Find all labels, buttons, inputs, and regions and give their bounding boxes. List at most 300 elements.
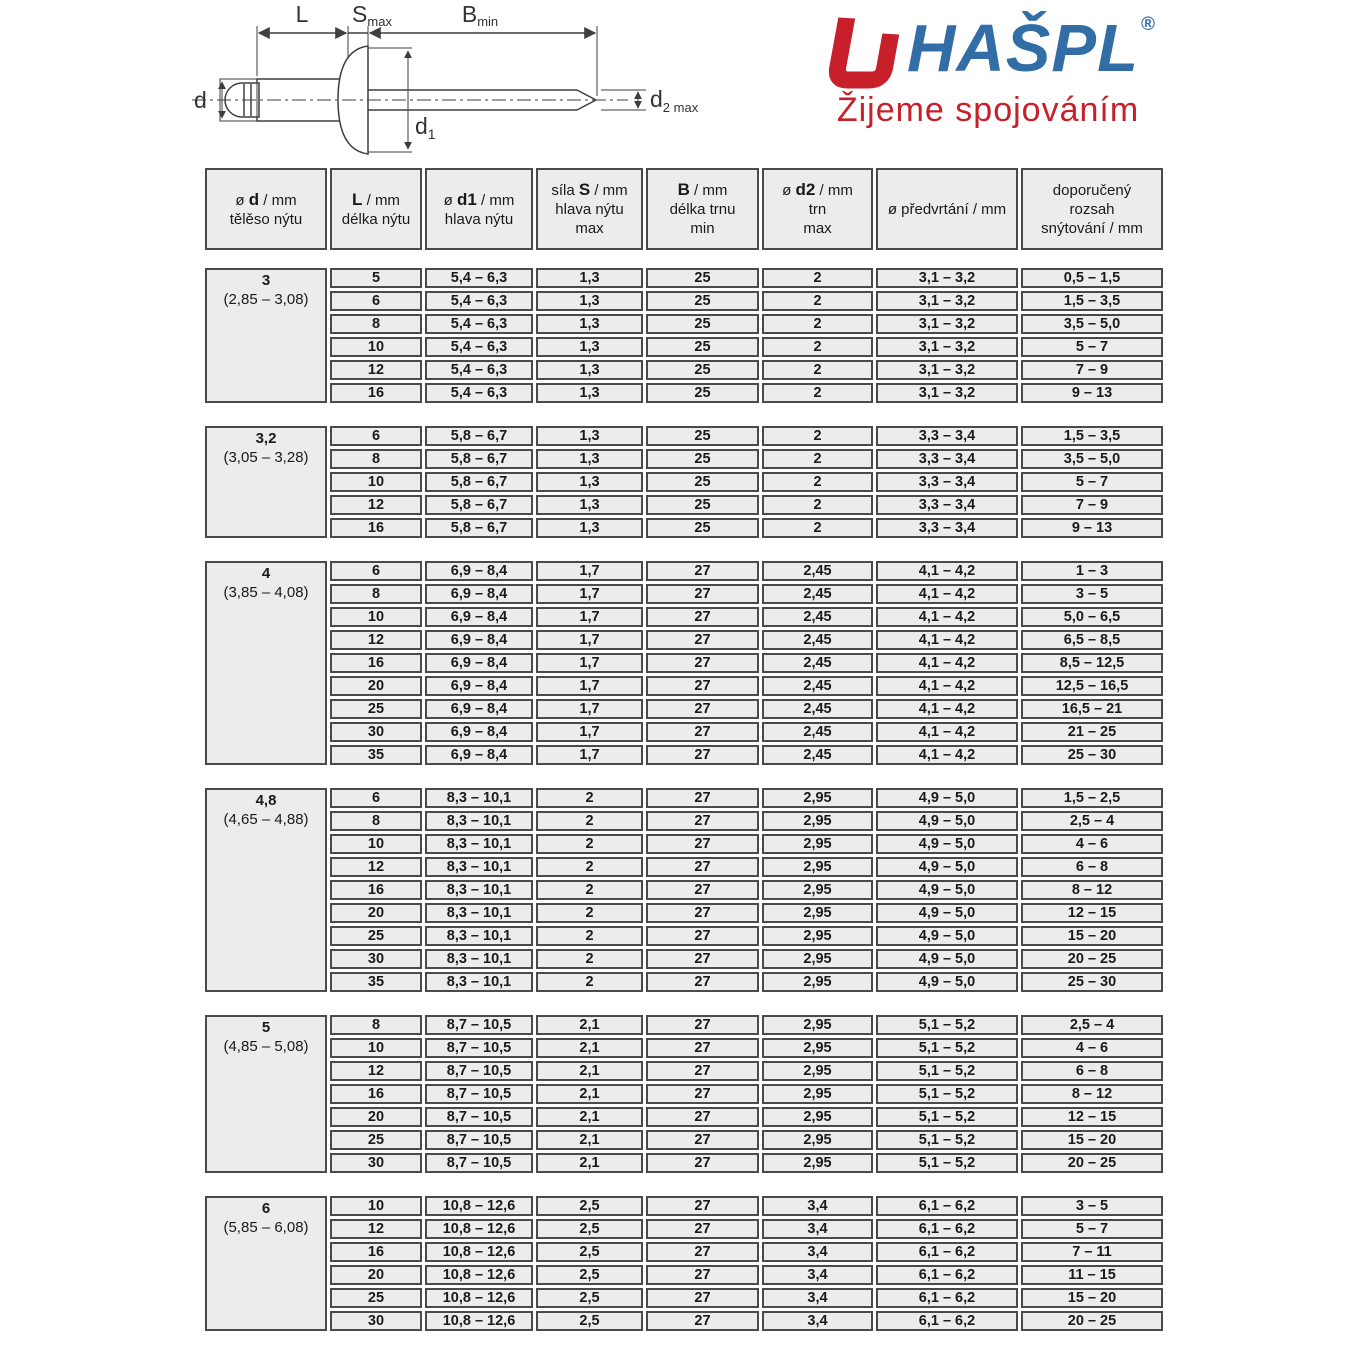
- table-cell: 27: [646, 1153, 759, 1173]
- table-cell: 5,4 – 6,3: [425, 383, 533, 403]
- table-cell: 4,9 – 5,0: [876, 811, 1018, 831]
- table-cell: 2,1: [536, 1084, 643, 1104]
- table-cell: 8,3 – 10,1: [425, 834, 533, 854]
- table-cell: 7 – 9: [1021, 495, 1163, 515]
- table-cell: 4,1 – 4,2: [876, 607, 1018, 627]
- column-header: síla S / mm hlava nýtu max: [536, 168, 643, 250]
- table-cell: 3,3 – 3,4: [876, 449, 1018, 469]
- table-cell: 3,4: [762, 1265, 873, 1285]
- table-cell: 2,1: [536, 1038, 643, 1058]
- table-cell: 2,95: [762, 857, 873, 877]
- table-cell: 10: [330, 472, 422, 492]
- logo-brand-row: [821, 12, 1155, 90]
- table-cell: 6,1 – 6,2: [876, 1288, 1018, 1308]
- table-cell: 2: [536, 788, 643, 808]
- table-cell: 4,1 – 4,2: [876, 722, 1018, 742]
- table-cell: 10,8 – 12,6: [425, 1311, 533, 1331]
- table-cell: 5 – 7: [1021, 337, 1163, 357]
- table-cell: 27: [646, 584, 759, 604]
- table-cell: 27: [646, 926, 759, 946]
- table-cell: 12 – 15: [1021, 903, 1163, 923]
- table-cell: 2: [762, 518, 873, 538]
- table-cell: 1,7: [536, 699, 643, 719]
- table-cell: 16: [330, 383, 422, 403]
- table-cell: 6,1 – 6,2: [876, 1196, 1018, 1216]
- table-cell: 16: [330, 1242, 422, 1262]
- table-cell: 25: [646, 314, 759, 334]
- table-cell: 2,45: [762, 584, 873, 604]
- table-cell: 12: [330, 495, 422, 515]
- table-cell: 30: [330, 949, 422, 969]
- table-cell: 2,45: [762, 561, 873, 581]
- table-cell: 1,7: [536, 561, 643, 581]
- table-cell: 6,9 – 8,4: [425, 722, 533, 742]
- table-cell: 27: [646, 1242, 759, 1262]
- table-cell: 10,8 – 12,6: [425, 1288, 533, 1308]
- table-cell: 35: [330, 745, 422, 765]
- dim-label-b-min: Bmin: [461, 1, 499, 29]
- table-cell: 12,5 – 16,5: [1021, 676, 1163, 696]
- table-cell: 6: [330, 426, 422, 446]
- table-cell: 1,3: [536, 518, 643, 538]
- table-cell: 2,45: [762, 745, 873, 765]
- table-cell: 25 – 30: [1021, 745, 1163, 765]
- table-cell: 6,9 – 8,4: [425, 745, 533, 765]
- table-cell: 4,1 – 4,2: [876, 699, 1018, 719]
- size-group: [205, 426, 1163, 538]
- table-cell: 8,3 – 10,1: [425, 949, 533, 969]
- table-cell: 27: [646, 676, 759, 696]
- table-cell: 2: [762, 337, 873, 357]
- table-cell: 2,5 – 4: [1021, 811, 1163, 831]
- table-cell: 6,9 – 8,4: [425, 584, 533, 604]
- table-cell: 4,9 – 5,0: [876, 788, 1018, 808]
- group-label-cell: 3 (2,85 – 3,08): [205, 268, 327, 403]
- dim-label-d2-max: $d_{2 max}$: [650, 86, 699, 115]
- table-cell: 8,7 – 10,5: [425, 1038, 533, 1058]
- group-label-cell: 4 (3,85 – 4,08): [205, 561, 327, 765]
- table-cell: 2,95: [762, 903, 873, 923]
- table-cell: 5,8 – 6,7: [425, 518, 533, 538]
- group-label-cell: 3,2 (3,05 – 3,28): [205, 426, 327, 538]
- table-cell: 3,4: [762, 1288, 873, 1308]
- table-cell: 12: [330, 1061, 422, 1081]
- table-cell: 8,7 – 10,5: [425, 1130, 533, 1150]
- table-cell: 27: [646, 1265, 759, 1285]
- table-cell: 25: [646, 426, 759, 446]
- table-cell: 1,7: [536, 653, 643, 673]
- table-cell: 25: [646, 337, 759, 357]
- table-cell: 1 – 3: [1021, 561, 1163, 581]
- table-cell: 1,3: [536, 495, 643, 515]
- table-cell: 8 – 12: [1021, 880, 1163, 900]
- table-cell: 2: [762, 426, 873, 446]
- table-cell: 10,8 – 12,6: [425, 1242, 533, 1262]
- table-cell: 5,1 – 5,2: [876, 1061, 1018, 1081]
- table-cell: 25: [646, 383, 759, 403]
- table-cell: 2,1: [536, 1061, 643, 1081]
- table-cell: 20 – 25: [1021, 949, 1163, 969]
- registered-mark: ®: [1141, 14, 1156, 35]
- table-cell: 15 – 20: [1021, 1130, 1163, 1150]
- table-cell: 6,9 – 8,4: [425, 699, 533, 719]
- table-cell: 8: [330, 1015, 422, 1035]
- table-cell: 1,7: [536, 630, 643, 650]
- table-cell: 4,9 – 5,0: [876, 926, 1018, 946]
- table-cell: 2,95: [762, 972, 873, 992]
- table-cell: 8,3 – 10,1: [425, 972, 533, 992]
- table-cell: 1,7: [536, 676, 643, 696]
- column-header: ø d1 / mm hlava nýtu: [425, 168, 533, 250]
- table-cell: 1,3: [536, 360, 643, 380]
- size-group: [205, 268, 1163, 403]
- group-label-cell: 5 (4,85 – 5,08): [205, 1015, 327, 1173]
- column-header: ø d / mm tělěso nýtu: [205, 168, 327, 250]
- table-cell: 4,9 – 5,0: [876, 972, 1018, 992]
- column-header: ø předvrtání / mm: [876, 168, 1018, 250]
- table-cell: 16,5 – 21: [1021, 699, 1163, 719]
- table-cell: 27: [646, 880, 759, 900]
- table-cell: 6 – 8: [1021, 1061, 1163, 1081]
- dim-label-s-max: Smax: [352, 1, 392, 29]
- table-cell: 3,3 – 3,4: [876, 472, 1018, 492]
- table-cell: 6: [330, 561, 422, 581]
- size-group: [205, 561, 1163, 765]
- table-cell: 3,5 – 5,0: [1021, 314, 1163, 334]
- table-cell: 8,5 – 12,5: [1021, 653, 1163, 673]
- table-cell: 10: [330, 1196, 422, 1216]
- table-cell: 2: [762, 383, 873, 403]
- table-cell: 35: [330, 972, 422, 992]
- table-cell: 7 – 9: [1021, 360, 1163, 380]
- table-cell: 12: [330, 360, 422, 380]
- table-cell: 6,9 – 8,4: [425, 561, 533, 581]
- table-cell: 2,5: [536, 1196, 643, 1216]
- table-cell: 27: [646, 1219, 759, 1239]
- table-cell: 1,3: [536, 337, 643, 357]
- size-group: [205, 788, 1163, 992]
- table-cell: 12: [330, 1219, 422, 1239]
- table-cell: 2: [536, 834, 643, 854]
- table-cell: 15 – 20: [1021, 1288, 1163, 1308]
- table-cell: 25 – 30: [1021, 972, 1163, 992]
- table-cell: 6,9 – 8,4: [425, 676, 533, 696]
- table-cell: 2,95: [762, 1061, 873, 1081]
- table-cell: 1,7: [536, 722, 643, 742]
- table-cell: 16: [330, 518, 422, 538]
- table-cell: 6 – 8: [1021, 857, 1163, 877]
- table-cell: 4,1 – 4,2: [876, 584, 1018, 604]
- table-header-row: [205, 168, 1163, 250]
- table-cell: 1,3: [536, 449, 643, 469]
- table-cell: 2: [762, 314, 873, 334]
- table-cell: 27: [646, 607, 759, 627]
- table-cell: 25: [646, 268, 759, 288]
- table-cell: 8,7 – 10,5: [425, 1107, 533, 1127]
- brand-text: HAŠPL: [906, 11, 1140, 86]
- dim-label-d: d: [194, 87, 207, 113]
- table-cell: 2,95: [762, 1153, 873, 1173]
- table-cell: 25: [646, 360, 759, 380]
- table-cell: 2: [536, 949, 643, 969]
- table-cell: 2: [536, 972, 643, 992]
- table-cell: 8,7 – 10,5: [425, 1084, 533, 1104]
- table-cell: 27: [646, 949, 759, 969]
- table-cell: 2: [536, 926, 643, 946]
- table-cell: 16: [330, 880, 422, 900]
- table-cell: 3,5 – 5,0: [1021, 449, 1163, 469]
- table-cell: 15 – 20: [1021, 926, 1163, 946]
- logo-u-mark-icon: [821, 16, 899, 90]
- dim-label-d1: $d_1$: [415, 113, 436, 142]
- table-cell: 11 – 15: [1021, 1265, 1163, 1285]
- table-cell: 27: [646, 561, 759, 581]
- table-cell: 25: [330, 1288, 422, 1308]
- table-cell: 25: [330, 699, 422, 719]
- table-cell: 1,3: [536, 268, 643, 288]
- table-cell: 27: [646, 1130, 759, 1150]
- table-cell: 2: [762, 268, 873, 288]
- size-group: [205, 1015, 1163, 1173]
- table-cell: 2: [762, 472, 873, 492]
- table-cell: 20: [330, 903, 422, 923]
- column-header: B / mm délka trnu min: [646, 168, 759, 250]
- table-cell: 5,4 – 6,3: [425, 337, 533, 357]
- group-label-cell: 6 (5,85 – 6,08): [205, 1196, 327, 1331]
- table-cell: 2: [762, 495, 873, 515]
- table-cell: 27: [646, 653, 759, 673]
- dim-label-l: L: [295, 1, 309, 27]
- table-cell: 27: [646, 745, 759, 765]
- table-cell: 2: [536, 857, 643, 877]
- table-cell: 16: [330, 653, 422, 673]
- table-cell: 5: [330, 268, 422, 288]
- table-cell: 5,4 – 6,3: [425, 291, 533, 311]
- table-cell: 8,7 – 10,5: [425, 1061, 533, 1081]
- table-cell: 6,1 – 6,2: [876, 1219, 1018, 1239]
- table-cell: 2,45: [762, 607, 873, 627]
- table-cell: 4,1 – 4,2: [876, 561, 1018, 581]
- table-cell: 27: [646, 1288, 759, 1308]
- table-cell: 16: [330, 1084, 422, 1104]
- table-cell: 8: [330, 449, 422, 469]
- table-cell: 8,3 – 10,1: [425, 926, 533, 946]
- table-cell: 20: [330, 1107, 422, 1127]
- table-cell: 5,1 – 5,2: [876, 1084, 1018, 1104]
- table-cell: 2,5: [536, 1242, 643, 1262]
- table-cell: 8,7 – 10,5: [425, 1153, 533, 1173]
- table-cell: 1,5 – 2,5: [1021, 788, 1163, 808]
- table-cell: 2,1: [536, 1130, 643, 1150]
- table-cell: 27: [646, 1061, 759, 1081]
- table-cell: 5,1 – 5,2: [876, 1015, 1018, 1035]
- table-cell: 5,4 – 6,3: [425, 360, 533, 380]
- table-cell: 25: [646, 449, 759, 469]
- table-cell: 5,0 – 6,5: [1021, 607, 1163, 627]
- table-cell: 2,1: [536, 1015, 643, 1035]
- table-cell: 3,1 – 3,2: [876, 291, 1018, 311]
- table-cell: 12: [330, 857, 422, 877]
- table-cell: 8: [330, 314, 422, 334]
- table-cell: 2,95: [762, 1038, 873, 1058]
- table-cell: 5,1 – 5,2: [876, 1130, 1018, 1150]
- table-cell: 4,1 – 4,2: [876, 676, 1018, 696]
- table-cell: 6,5 – 8,5: [1021, 630, 1163, 650]
- rivet-table: [205, 168, 1163, 1354]
- table-cell: 1,3: [536, 383, 643, 403]
- table-cell: 25: [646, 472, 759, 492]
- table-cell: 4,9 – 5,0: [876, 857, 1018, 877]
- table-cell: 2,95: [762, 1015, 873, 1035]
- table-cell: 2,45: [762, 676, 873, 696]
- table-cell: 9 – 13: [1021, 518, 1163, 538]
- table-cell: 5 – 7: [1021, 1219, 1163, 1239]
- column-header: ø d2 / mm trn max: [762, 168, 873, 250]
- table-cell: 6: [330, 788, 422, 808]
- table-cell: 27: [646, 972, 759, 992]
- table-cell: 2,5 – 4: [1021, 1015, 1163, 1035]
- table-cell: 27: [646, 1196, 759, 1216]
- table-cell: 8,3 – 10,1: [425, 903, 533, 923]
- table-cell: 5 – 7: [1021, 472, 1163, 492]
- table-cell: 4,9 – 5,0: [876, 880, 1018, 900]
- table-cell: 5,4 – 6,3: [425, 268, 533, 288]
- table-cell: 25: [330, 1130, 422, 1150]
- table-cell: 3,3 – 3,4: [876, 518, 1018, 538]
- table-cell: 4,9 – 5,0: [876, 834, 1018, 854]
- table-cell: 2,5: [536, 1311, 643, 1331]
- table-cell: 3 – 5: [1021, 1196, 1163, 1216]
- table-cell: 2,95: [762, 811, 873, 831]
- table-cell: 3,4: [762, 1196, 873, 1216]
- table-cell: 21 – 25: [1021, 722, 1163, 742]
- table-cell: 2,5: [536, 1265, 643, 1285]
- table-cell: 1,5 – 3,5: [1021, 291, 1163, 311]
- table-cell: 2,95: [762, 788, 873, 808]
- table-cell: 4,1 – 4,2: [876, 745, 1018, 765]
- column-header: doporučený rozsah snýtování / mm: [1021, 168, 1163, 250]
- table-cell: 2,45: [762, 653, 873, 673]
- table-cell: 8,3 – 10,1: [425, 880, 533, 900]
- table-cell: 2: [536, 903, 643, 923]
- table-cell: 10,8 – 12,6: [425, 1219, 533, 1239]
- table-cell: 27: [646, 1311, 759, 1331]
- table-cell: 8: [330, 811, 422, 831]
- table-cell: 2,1: [536, 1107, 643, 1127]
- table-cell: 6,9 – 8,4: [425, 630, 533, 650]
- table-cell: 27: [646, 903, 759, 923]
- table-cell: 5,1 – 5,2: [876, 1038, 1018, 1058]
- table-cell: 2,45: [762, 722, 873, 742]
- table-cell: 25: [646, 291, 759, 311]
- table-cell: 6,9 – 8,4: [425, 607, 533, 627]
- table-cell: 6,1 – 6,2: [876, 1265, 1018, 1285]
- table-cell: 8,7 – 10,5: [425, 1015, 533, 1035]
- size-group: [205, 1196, 1163, 1331]
- table-cell: 27: [646, 1084, 759, 1104]
- table-cell: 2: [536, 880, 643, 900]
- table-cell: 20 – 25: [1021, 1153, 1163, 1173]
- table-cell: 12: [330, 630, 422, 650]
- table-cell: 2: [762, 360, 873, 380]
- table-cell: 5,1 – 5,2: [876, 1153, 1018, 1173]
- table-cell: 27: [646, 857, 759, 877]
- table-cell: 3,1 – 3,2: [876, 268, 1018, 288]
- table-cell: 3,4: [762, 1311, 873, 1331]
- table-cell: 20: [330, 1265, 422, 1285]
- table-cell: 3,1 – 3,2: [876, 337, 1018, 357]
- table-cell: 2,5: [536, 1219, 643, 1239]
- table-cell: 8,3 – 10,1: [425, 788, 533, 808]
- table-cell: 27: [646, 788, 759, 808]
- rivet-diagram: [180, 0, 720, 165]
- table-cell: 2,5: [536, 1288, 643, 1308]
- table-cell: 10: [330, 834, 422, 854]
- table-cell: 27: [646, 722, 759, 742]
- table-cell: 27: [646, 1107, 759, 1127]
- table-cell: 5,8 – 6,7: [425, 472, 533, 492]
- table-cell: 6,9 – 8,4: [425, 653, 533, 673]
- table-cell: 1,7: [536, 745, 643, 765]
- table-cell: 4,1 – 4,2: [876, 653, 1018, 673]
- table-cell: 27: [646, 811, 759, 831]
- table-cell: 8,3 – 10,1: [425, 811, 533, 831]
- table-cell: 3,1 – 3,2: [876, 314, 1018, 334]
- table-cell: 10,8 – 12,6: [425, 1196, 533, 1216]
- logo-tagline: Žijeme spojováním: [836, 91, 1140, 129]
- haspl-logo: [788, 12, 1188, 130]
- table-cell: 3,3 – 3,4: [876, 495, 1018, 515]
- table-cell: 1,3: [536, 314, 643, 334]
- table-cell: 1,5 – 3,5: [1021, 426, 1163, 446]
- table-cell: 1,3: [536, 472, 643, 492]
- table-cell: 2,45: [762, 699, 873, 719]
- table-cell: 20: [330, 676, 422, 696]
- table-cell: 2,1: [536, 1153, 643, 1173]
- table-cell: 2,95: [762, 834, 873, 854]
- table-cell: 27: [646, 630, 759, 650]
- table-cell: 1,7: [536, 607, 643, 627]
- table-cell: 4,1 – 4,2: [876, 630, 1018, 650]
- table-cell: 10: [330, 1038, 422, 1058]
- table-cell: 4,9 – 5,0: [876, 903, 1018, 923]
- table-cell: 6,1 – 6,2: [876, 1311, 1018, 1331]
- table-cell: 3,3 – 3,4: [876, 426, 1018, 446]
- table-cell: 2: [536, 811, 643, 831]
- table-cell: 6: [330, 291, 422, 311]
- table-cell: 2: [762, 291, 873, 311]
- table-cell: 4 – 6: [1021, 1038, 1163, 1058]
- table-cell: 6,1 – 6,2: [876, 1242, 1018, 1262]
- table-cell: 25: [646, 518, 759, 538]
- table-cell: 3 – 5: [1021, 584, 1163, 604]
- table-cell: 5,1 – 5,2: [876, 1107, 1018, 1127]
- table-cell: 3,4: [762, 1242, 873, 1262]
- table-cell: 2,95: [762, 949, 873, 969]
- table-cell: 4 – 6: [1021, 834, 1163, 854]
- table-cell: 27: [646, 834, 759, 854]
- table-cell: 1,3: [536, 426, 643, 446]
- table-cell: 5,8 – 6,7: [425, 495, 533, 515]
- table-cell: 10: [330, 337, 422, 357]
- group-label-cell: 4,8 (4,65 – 4,88): [205, 788, 327, 992]
- table-cell: 30: [330, 1311, 422, 1331]
- table-cell: 27: [646, 699, 759, 719]
- table-cell: 8 – 12: [1021, 1084, 1163, 1104]
- table-cell: 4,9 – 5,0: [876, 949, 1018, 969]
- table-cell: 20 – 25: [1021, 1311, 1163, 1331]
- table-cell: 27: [646, 1038, 759, 1058]
